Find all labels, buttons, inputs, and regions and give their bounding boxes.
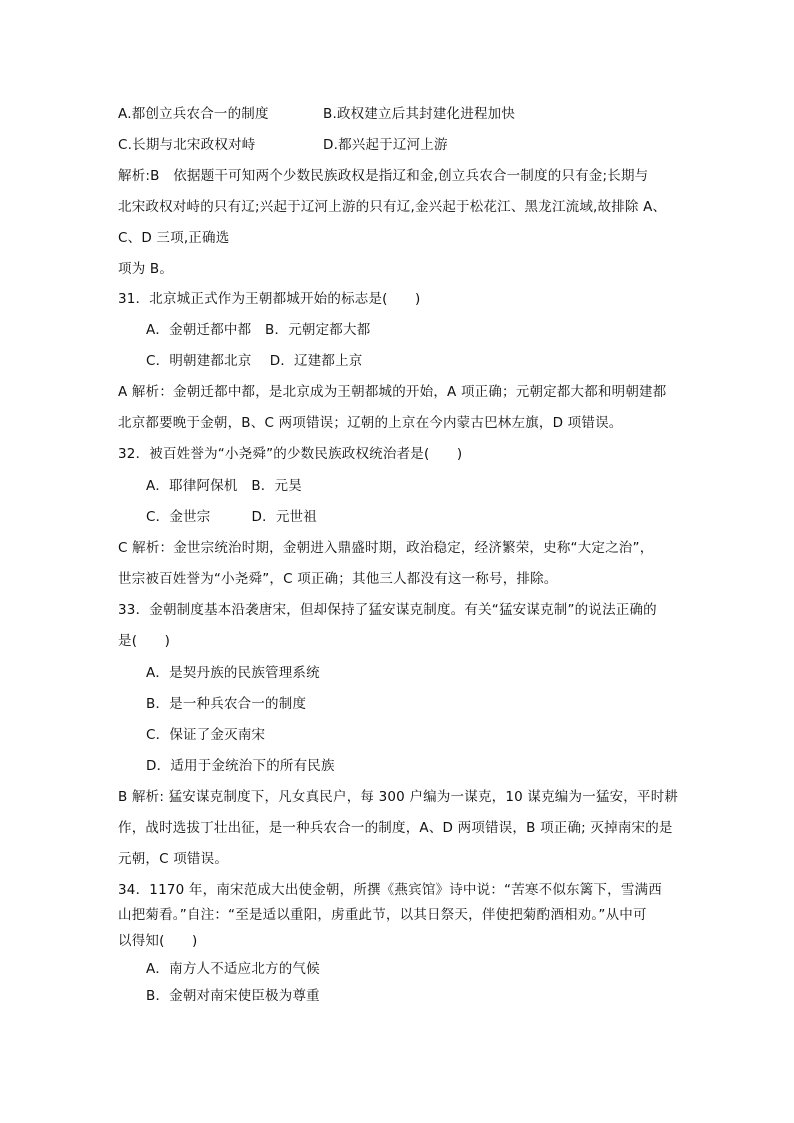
option-line: A．耶律阿保机 B．元昊 (146, 478, 302, 494)
option-line: C．金世宗 D．元世祖 (146, 509, 317, 525)
question-34: 34．1170 年，南宋范成大出使金朝，所撰《燕宾馆》诗中说：“苦寒不似东篱下，雪满西 (118, 882, 662, 898)
question-34-continued: 以得知( ) (118, 933, 198, 949)
analysis-line: C、D 三项,正确选 (118, 230, 230, 246)
option-a: A.都创立兵农合一的制度 (118, 106, 269, 122)
analysis-line: C 解析：金世宗统治时期，金朝进入鼎盛时期，政治稳定，经济繁荣，史称“大定之治”， (118, 540, 654, 556)
option-b: B.政权建立后其封建化进程加快 (323, 106, 516, 122)
option-line: C．明朝建都北京 D．辽建都上京 (146, 353, 363, 369)
option-a: A．南方人不适应北方的气候 (146, 961, 320, 977)
option-d: D．适用于金统治下的所有民族 (146, 758, 335, 774)
question-33-continued: 是( ) (118, 633, 171, 649)
analysis-line: 北京都要晚于金朝，B、C 两项错误；辽朝的上京在今内蒙古巴林左旗，D 项错误。 (118, 415, 623, 431)
analysis-line: 项为 B。 (118, 261, 174, 277)
analysis-line: 元朝，C 项错误。 (118, 851, 229, 867)
analysis-line: B 解析: 猛安谋克制度下，凡女真民户，每 300 户编为一谋克，10 谋克编为一猛安，平时耕 (118, 789, 679, 805)
option-line: A．金朝迁都中都 B．元朝定都大都 (146, 322, 371, 338)
analysis-line: 世宗被百姓誉为“小尧舜”，C 项正确；其他三人都没有这一称号，排除。 (118, 571, 558, 587)
analysis-line: 北宋政权对峙的只有辽;兴起于辽河上游的只有辽,金兴起于松花江、黑龙江流域,故排除 A、 (118, 199, 667, 215)
question-32: 32．被百姓誉为“小尧舜”的少数民族政权统治者是( ) (118, 446, 463, 462)
option-a: A．是契丹族的民族管理系统 (146, 665, 320, 681)
question-33: 33．金朝制度基本沿袭唐宋，但却保持了猛安谋克制度。有关“猛安谋克制”的说法正确的 (118, 602, 657, 618)
option-b: B．金朝对南宋使臣极为尊重 (146, 988, 320, 1004)
option-c: C．保证了金灭南宋 (146, 727, 266, 743)
option-d: D.都兴起于辽河上游 (323, 137, 448, 153)
analysis-line: A 解析：金朝迁都中都，是北京成为王朝都城的开始，A 项正确；元朝定都大都和明朝建都 (118, 384, 667, 400)
option-c: C.长期与北宋政权对峙 (118, 137, 256, 153)
question-34-continued: 山把菊看。”自注：“至是适以重阳，虏重此节，以其日祭天，伴使把菊酌酒相劝。”从中可 (118, 907, 647, 923)
question-31: 31．北京城正式作为王朝都城开始的标志是( ) (118, 291, 421, 307)
option-b: B．是一种兵农合一的制度 (146, 696, 307, 712)
analysis-line: 作，战时选拔丁壮出征，是一种兵农合一的制度，A、D 两项错误，B 项正确; 灭掉南宋的是 (118, 820, 673, 836)
option-line (118, 135, 448, 155)
analysis-line: 解析:B 依据题干可知两个少数民族政权是指辽和金,创立兵农合一制度的只有金;长期与 (118, 168, 649, 184)
option-line (118, 104, 516, 124)
